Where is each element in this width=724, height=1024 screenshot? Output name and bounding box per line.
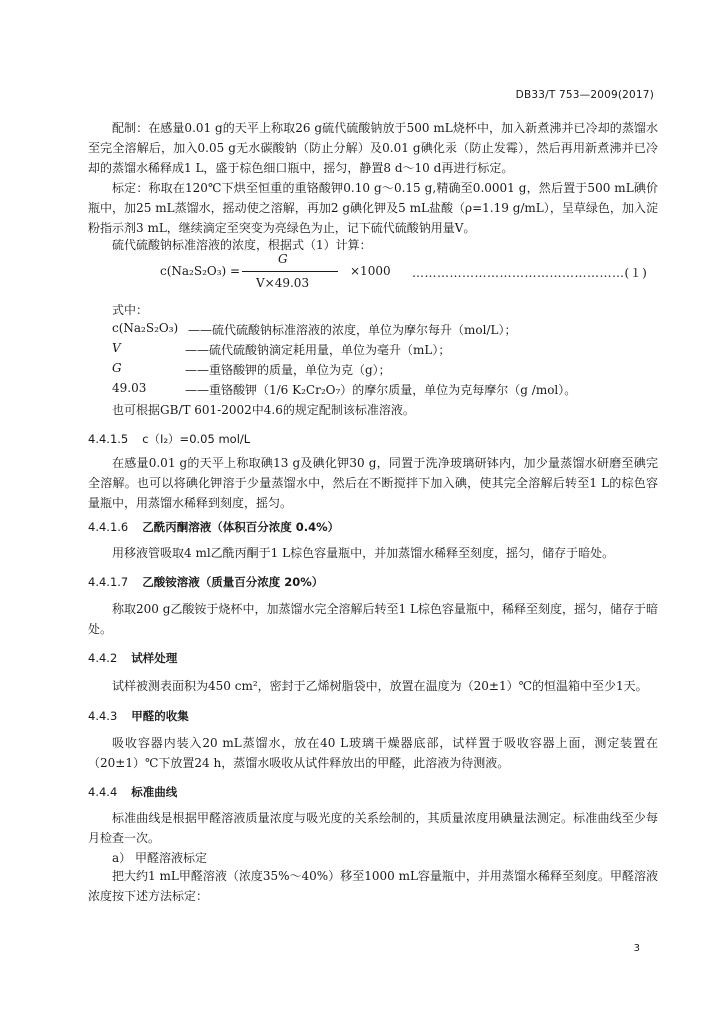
page-number: 3	[633, 943, 640, 954]
calibration-paragraph: 标定：称取在120℃下烘至恒重的重铬酸钾0.10 g～0.15 g,精确至0.0001 g，然后置于500 mL碘价瓶中，加25 mL蒸馏水，摇动使之溶解，再加2 g碘化钾及5 mL盐酸（ρ=1.19 g/mL），呈草绿色，加入淀粉指示剂3 mL，继续滴定至突变为亮绿色为止，记下硫代硫酸钠用量V。	[88, 181, 658, 235]
definition-term: c(Na₂S₂O₃)	[112, 321, 179, 335]
ammonium-acetate-paragraph: 称取200 g乙酸铵于烧杯中，加蒸馏水完全溶解后转至1 L棕色容量瓶中，稀释至刻度，摇匀，储存于暗处。	[88, 602, 658, 636]
formaldehyde-calibration-paragraph: 把大约1 mL甲醛溶液（浓度35%～40%）移至1000 mL容量瓶中，并用蒸馏水稀释至刻度。甲醛溶液浓度按下述方法标定：	[88, 869, 658, 903]
section-number: 4.4.1.6	[88, 520, 129, 534]
formula-lhs: c(Na₂S₂O₃) =	[160, 264, 241, 278]
section-title: c（I₂）=0.05 mol/L	[142, 432, 251, 446]
formula-numerator: G	[278, 252, 288, 266]
where-label: 式中：	[112, 303, 149, 317]
section-heading-4-4-3	[88, 708, 189, 724]
acetylacetone-paragraph: 用移液管吸取4 ml乙酰丙酮于1 L棕色容量瓶中，并加蒸馏水稀释至刻度，摇匀，储存于暗处。	[112, 546, 615, 560]
definition-term: V	[112, 341, 121, 355]
section-number: 4.4.1.5	[88, 432, 129, 446]
section-number: 4.4.2	[88, 651, 118, 665]
section-number: 4.4.1.7	[88, 575, 129, 589]
formula-multiplier: ×1000	[350, 264, 391, 278]
section-number: 4.4.3	[88, 709, 118, 723]
section-title: 甲醛的收集	[131, 709, 189, 723]
fraction-bar	[242, 271, 338, 272]
gb-reference-note: 也可根据GB/T 601-2002中4.6的规定配制该标准溶液。	[112, 403, 415, 417]
section-heading-4-4-1-7	[88, 574, 323, 590]
formula-denominator: V×49.03	[256, 276, 310, 290]
section-heading-4-4-1-6	[88, 519, 339, 535]
concentration-formula	[150, 252, 670, 292]
iodine-solution-paragraph: 在感量0.01 g的天平上称取碘13 g及碘化钾30 g，同置于洗净玻璃研钵内，加少量蒸馏水研磨至碘完全溶解。也可以将碘化钾溶于少量蒸馏水中，然后在不断搅拌下加入碘，使其完全溶解后转至1 L的棕色容量瓶中，用蒸馏水稀释到刻度，摇匀。	[88, 456, 658, 510]
sample-treatment-paragraph: 试样被测表面积为450 cm²，密封于乙烯树脂袋中，放置在温度为（20±1）℃的恒温箱中至少1天。	[112, 679, 648, 693]
section-title: 试样处理	[131, 651, 178, 665]
definition-term: G	[112, 361, 122, 375]
definition-text: ——硫代硫酸钠滴定耗用量，单位为毫升（mL）；	[185, 343, 451, 357]
definition-text: ——重铬酸钾（1/6 K₂Cr₂O₇）的摩尔质量，单位为克每摩尔（g /mol）。	[185, 383, 577, 397]
section-title: 标准曲线	[131, 785, 178, 799]
definition-text: ——重铬酸钾的质量，单位为克（g）；	[185, 363, 391, 377]
preparation-paragraph: 配制：在感量0.01 g的天平上称取26 g硫代硫酸钠放于500 mL烧杯中，加入新煮沸并已冷却的蒸馏水至完全溶解后，加入0.05 g无水碳酸钠（防止分解）及0.01 g碘化汞（防止发霉），然后再用新煮沸并已冷却的蒸馏水稀释成1 L，盛于棕色细口瓶中，摇匀，静置8 d～10 d再进行标定。	[88, 121, 658, 175]
formaldehyde-collection-paragraph: 吸收容器内装入20 mL蒸馏水，放在40 L玻璃干燥器底部，试样置于吸收容器上面，测定装置在（20±1）℃下放置24 h，蒸馏水吸收从试件释放出的甲醛，此溶液为待测液。	[88, 736, 658, 770]
section-title: 乙酰丙酮溶液（体积百分浓度 0.4%）	[142, 520, 340, 534]
concentration-intro: 硫代硫酸钠标准溶液的浓度，根据式（1）计算：	[112, 238, 372, 252]
section-title: 乙酸铵溶液（质量百分浓度 20%）	[142, 575, 324, 589]
standard-code-header: DB33/T 753—2009(2017)	[515, 89, 654, 101]
definition-text: ——硫代硫酸钠标准溶液的浓度，单位为摩尔每升（mol/L）；	[188, 323, 517, 337]
subsection-a-title: a） 甲醛溶液标定	[112, 851, 207, 865]
standard-curve-paragraph: 标准曲线是根据甲醛溶液质量浓度与吸光度的关系绘制的，其质量浓度用碘量法测定。标准曲线至少每月检查一次。	[88, 811, 658, 845]
definition-term: 49.03	[112, 381, 147, 395]
equation-reference: ……………………………………………(１)	[412, 266, 648, 280]
section-heading-4-4-4	[88, 784, 177, 800]
section-heading-4-4-1-5	[88, 431, 250, 447]
section-number: 4.4.4	[88, 785, 118, 799]
section-heading-4-4-2	[88, 650, 177, 666]
